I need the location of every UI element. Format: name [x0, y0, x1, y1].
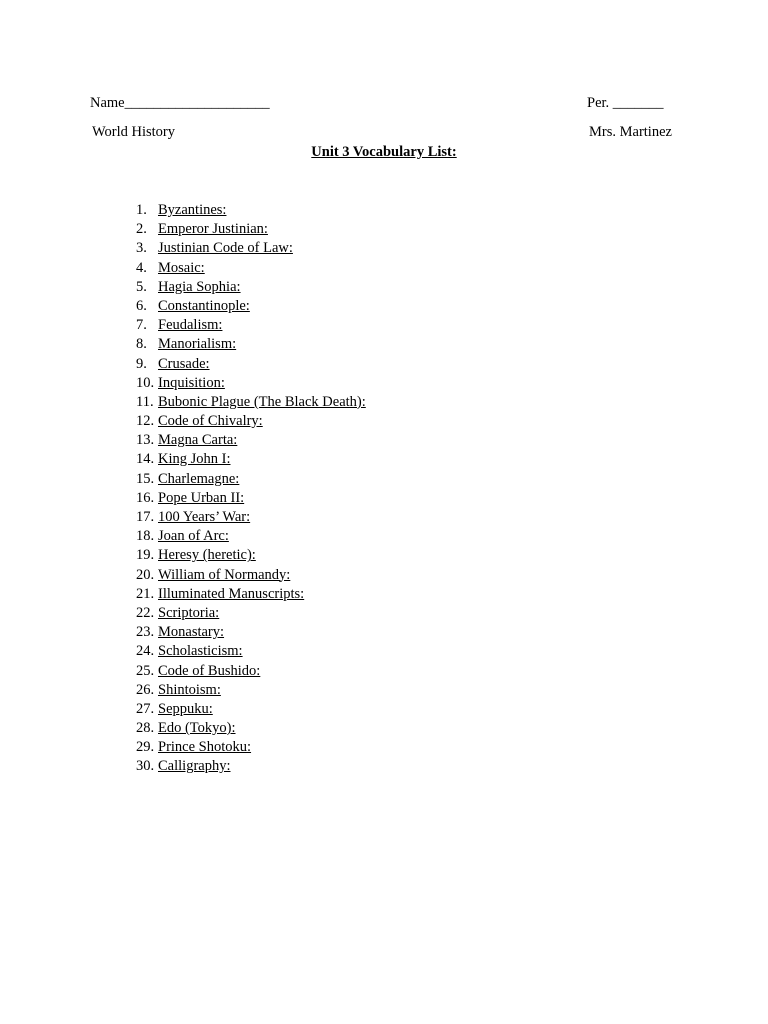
vocab-item	[136, 335, 366, 354]
vocab-term: Charlemagne:	[158, 470, 240, 487]
vocab-number: 25.	[136, 662, 155, 679]
vocab-number: 13.	[136, 432, 155, 449]
vocab-term: Inquisition:	[158, 374, 225, 391]
vocab-item	[136, 757, 366, 776]
vocab-term: Magna Carta:	[158, 432, 238, 449]
vocab-item	[136, 642, 366, 661]
vocab-term: King John I:	[158, 451, 231, 468]
vocab-item	[136, 527, 366, 546]
vocab-number: 6.	[136, 297, 147, 314]
vocab-item	[136, 412, 366, 431]
vocab-term: Justinian Code of Law:	[158, 240, 293, 257]
vocab-number: 19.	[136, 547, 155, 564]
vocab-number: 26.	[136, 681, 155, 698]
vocab-item	[136, 374, 366, 393]
vocab-term: Illuminated Manuscripts:	[158, 585, 305, 602]
vocab-item	[136, 220, 366, 239]
vocab-item	[136, 239, 366, 258]
vocab-number: 5.	[136, 278, 147, 295]
vocab-term: Code of Bushido:	[158, 662, 261, 679]
vocab-number: 12.	[136, 413, 155, 430]
vocab-number: 2.	[136, 221, 147, 238]
vocab-item	[136, 546, 366, 565]
vocab-item	[136, 355, 366, 374]
page-title: Unit 3 Vocabulary List:	[311, 144, 457, 160]
vocab-number: 8.	[136, 336, 147, 353]
vocab-term: Constantinople:	[158, 297, 250, 314]
vocab-item	[136, 508, 366, 527]
vocab-term: Scholasticism:	[158, 643, 243, 660]
vocab-term: Crusade:	[158, 355, 210, 372]
vocab-term: Hagia Sophia:	[158, 278, 241, 295]
vocab-item	[136, 623, 366, 642]
vocab-term: Edo (Tokyo):	[158, 720, 236, 737]
vocab-term: Scriptoria:	[158, 604, 220, 621]
vocab-term: Manorialism:	[158, 336, 237, 353]
vocab-item	[136, 719, 366, 738]
vocab-term: Emperor Justinian:	[158, 221, 268, 238]
vocab-number: 14.	[136, 451, 155, 468]
vocab-number: 28.	[136, 720, 155, 737]
subject-label: World History	[92, 124, 176, 140]
vocab-term: Calligraphy:	[158, 758, 231, 775]
vocab-number: 24.	[136, 643, 155, 660]
vocab-term: Heresy (heretic):	[158, 547, 256, 564]
vocab-number: 7.	[136, 317, 147, 334]
vocab-item	[136, 393, 366, 412]
period-field: Per. _______	[587, 95, 664, 111]
vocab-number: 9.	[136, 355, 147, 372]
vocab-item	[136, 489, 366, 508]
vocab-number: 10.	[136, 374, 155, 391]
vocab-number: 21.	[136, 585, 155, 602]
vocab-term: Feudalism:	[158, 317, 223, 334]
vocab-term: Code of Chivalry:	[158, 413, 263, 430]
vocab-item	[136, 201, 366, 220]
vocab-number: 3.	[136, 240, 147, 257]
vocab-term: Joan of Arc:	[158, 528, 229, 545]
vocab-item	[136, 738, 366, 757]
vocab-number: 29.	[136, 739, 155, 756]
vocab-term: Prince Shotoku:	[158, 739, 252, 756]
vocab-term: Bubonic Plague (The Black Death):	[158, 393, 366, 410]
name-field: Name____________________	[90, 95, 270, 111]
vocab-number: 23.	[136, 624, 155, 641]
vocab-item	[136, 259, 366, 278]
vocab-item	[136, 662, 366, 681]
vocab-number: 22.	[136, 604, 155, 621]
vocab-item	[136, 604, 366, 623]
vocab-number: 18.	[136, 528, 155, 545]
vocab-number: 17.	[136, 509, 155, 525]
vocab-term: Mosaic:	[158, 259, 205, 276]
vocab-number: 11.	[136, 393, 154, 410]
vocab-term: Byzantines:	[158, 202, 227, 218]
vocab-item	[136, 681, 366, 700]
vocab-term: William of Normandy:	[158, 566, 291, 583]
vocab-item	[136, 450, 366, 469]
teacher-label: Mrs. Martinez	[589, 124, 672, 140]
vocabulary-list	[136, 201, 366, 777]
vocab-number: 15.	[136, 470, 155, 487]
vocab-item	[136, 700, 366, 719]
vocab-item	[136, 431, 366, 450]
vocab-number: 16.	[136, 489, 155, 506]
vocab-item	[136, 566, 366, 585]
vocab-term: Monastary:	[158, 624, 225, 641]
vocab-number: 30.	[136, 758, 155, 775]
vocab-item	[136, 297, 366, 316]
vocab-term: Seppuku:	[158, 700, 213, 717]
vocab-item	[136, 278, 366, 297]
vocab-term: Shintoism:	[158, 681, 221, 698]
vocab-item	[136, 316, 366, 335]
vocab-number: 1.	[136, 202, 147, 218]
vocab-number: 20.	[136, 566, 155, 583]
vocab-term: Pope Urban II:	[158, 489, 245, 506]
vocab-term: 100 Years’ War:	[158, 509, 251, 525]
vocab-number: 4.	[136, 259, 147, 276]
vocab-item	[136, 470, 366, 489]
vocab-item	[136, 585, 366, 604]
vocab-number: 27.	[136, 700, 155, 717]
